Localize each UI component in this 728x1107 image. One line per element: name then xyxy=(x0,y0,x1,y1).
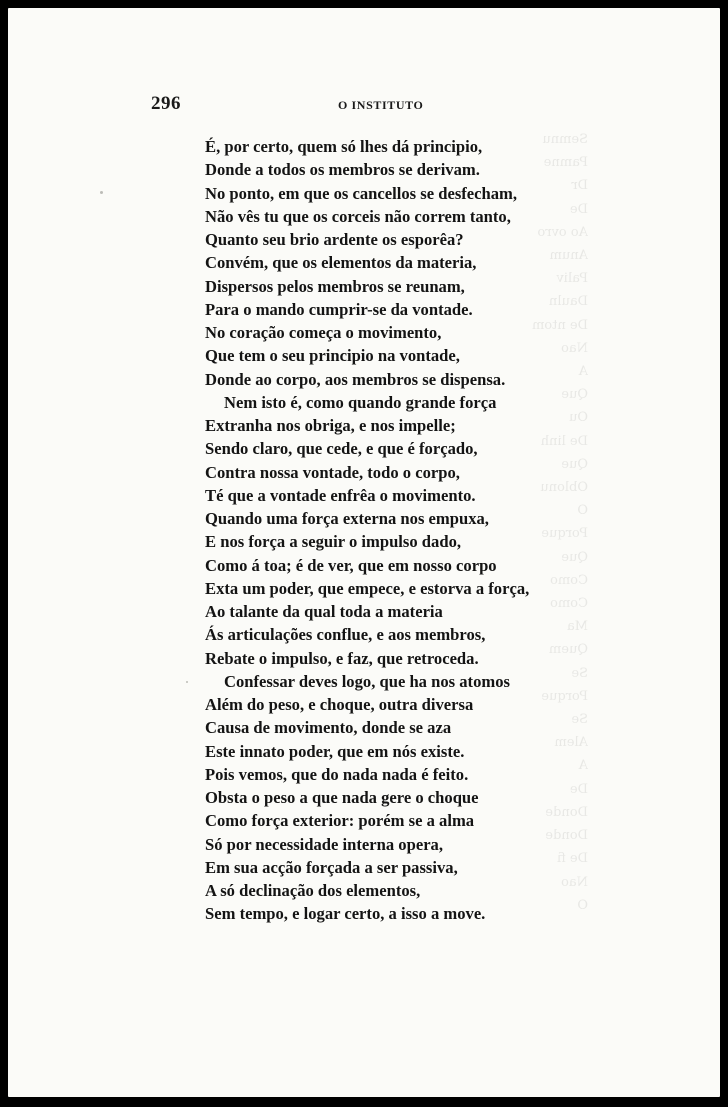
running-title: O INSTITUTO xyxy=(338,98,424,112)
paper-speck xyxy=(100,191,103,194)
verse-line: Nem isto é, como quando grande força xyxy=(224,392,497,412)
verse-line: Té que a vontade enfrêa o movimento. xyxy=(205,485,476,505)
verse-line: No coração começa o movimento, xyxy=(205,323,442,342)
verse-line: Não vês tu que os corceis não correm tanto, xyxy=(205,206,511,226)
verse-line: É, por certo, quem só lhes dá principio, xyxy=(205,137,483,156)
verse-line: Confessar deves logo, que ha nos atomos xyxy=(224,671,510,691)
paper-speck xyxy=(186,681,188,683)
verse-line: E nos força a seguir o impulso dado, xyxy=(205,532,462,552)
verse-line: Como força exterior: porém se a alma xyxy=(205,811,475,831)
verse-line: Exta um poder, que empece, e estorva a força, xyxy=(205,578,530,598)
verse-line: No ponto, em que os cancellos se desfecham, xyxy=(205,183,518,203)
verse-line: Pois vemos, que do nada nada é feito. xyxy=(205,764,469,784)
verse-line: Dispersos pelos membros se reunam, xyxy=(205,276,465,296)
verse-line: Donde ao corpo, aos membros se dispensa. xyxy=(205,369,506,389)
verse-line: Obsta o peso a que nada gere o choque xyxy=(205,788,479,807)
verse-line: Causa de movimento, donde se aza xyxy=(205,718,452,738)
verse-line: Rebate o impulso, e faz, que retroceda. xyxy=(205,648,479,668)
verse-line: Como á toa; é de ver, que em nosso corpo xyxy=(205,555,497,575)
verse-line: A só declinação dos elementos, xyxy=(205,881,421,900)
poem-text xyxy=(205,135,585,926)
verse-line: Donde a todos os membros se derivam. xyxy=(205,160,480,180)
verse-line: Contra nossa vontade, todo o corpo, xyxy=(205,462,460,482)
verse-line: Para o mando cumprir-se da vontade. xyxy=(205,299,473,319)
verse-line: Quanto seu brio ardente os esporêa? xyxy=(205,230,464,249)
verse-line: Ás articulações conflue, e aos membros, xyxy=(205,625,486,645)
book-page xyxy=(8,8,720,1097)
verse-line: Sem tempo, e logar certo, a isso a move. xyxy=(205,904,486,924)
verse-line: Sendo claro, que cede, e que é forçado, xyxy=(205,439,478,459)
page-number: 296 xyxy=(151,93,181,114)
verse-line: Que tem o seu principio na vontade, xyxy=(205,346,460,366)
verse-line: Convém, que os elementos da materia, xyxy=(205,253,477,273)
verse-line: Além do peso, e choque, outra diversa xyxy=(205,695,474,714)
verse-line: Este innato poder, que em nós existe. xyxy=(205,741,465,761)
verse-line: Quando uma força externa nos empuxa, xyxy=(205,509,489,528)
verse-line: Em sua acção forçada a ser passiva, xyxy=(205,857,458,877)
verse-line: Só por necessidade interna opera, xyxy=(205,834,444,854)
page-header xyxy=(8,93,720,117)
show-through-text: Semnu Pamne Dr De Ao ovro Anum Paliv Dauln De ntom Nao A Que Ou De linh Que Oblonu O Porque Que Como Como Ma Quem Se Porque Se Alem A De Donde Donde De fi Nao O xyxy=(532,132,588,913)
verse-line: Ao talante da qual toda a materia xyxy=(205,602,443,621)
verse-line: Extranha nos obriga, e nos impelle; xyxy=(205,416,456,435)
